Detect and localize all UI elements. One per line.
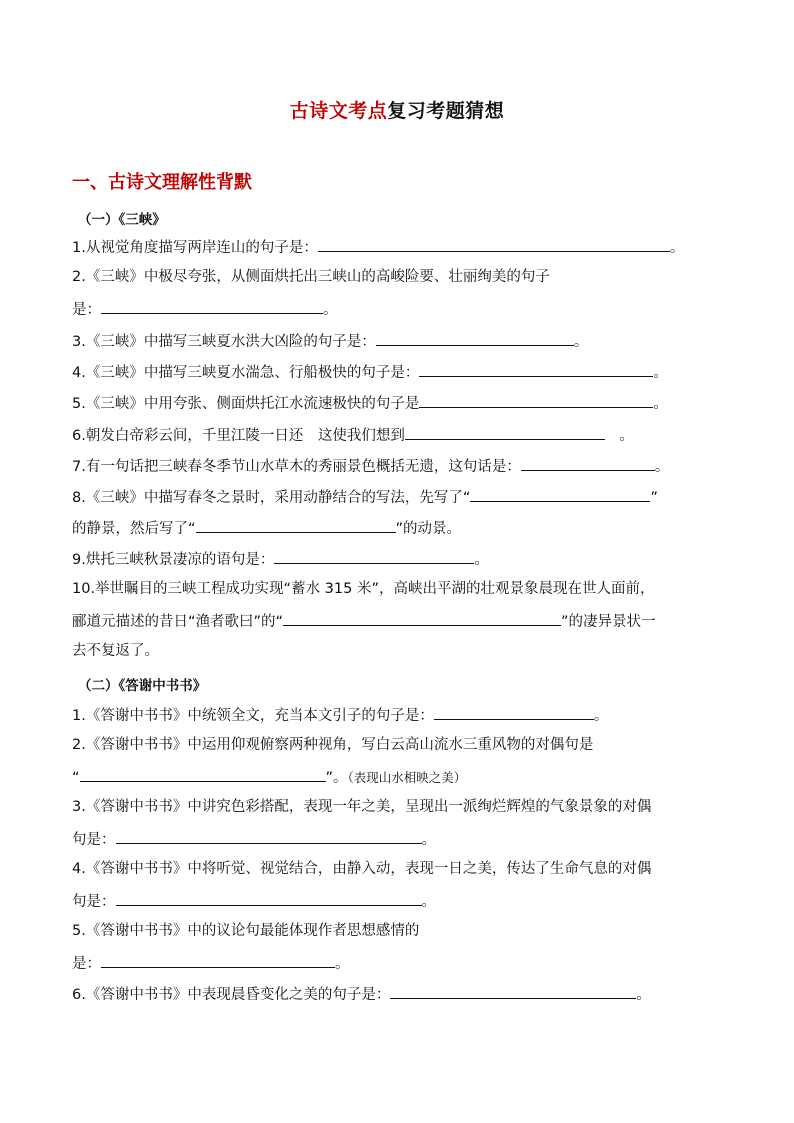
question-text: 郦道元描述的昔日“渔者歌曰”的“ — [72, 614, 284, 630]
question-end: 。 — [654, 459, 670, 475]
question-end: 。 — [421, 832, 436, 848]
question-sanxia-8-cont — [72, 517, 461, 539]
question-daxie-4-cont — [72, 890, 436, 912]
question-sanxia-2-cont — [72, 298, 338, 320]
question-end: 。 — [474, 552, 489, 568]
answer-blank[interactable] — [521, 455, 655, 471]
question-end: 。 — [669, 240, 685, 256]
question-daxie-5-cont — [72, 952, 350, 974]
question-daxie-1 — [72, 704, 608, 726]
answer-blank[interactable] — [470, 486, 650, 502]
question-text: 5.《答谢中书书》中的议论句最能体现作者思想感情的 — [72, 923, 420, 939]
question-end: ”的动景。 — [395, 521, 462, 537]
answer-blank[interactable] — [283, 610, 561, 626]
answer-blank[interactable] — [196, 517, 396, 533]
question-sanxia-4 — [72, 361, 668, 383]
question-text: 1.《答谢中书书》中统领全文，充当本文引子的句子是： — [72, 708, 434, 724]
question-text: 7.有一句话把三峡春冬季节山水草木的秀丽景色概括无遗，这句话是： — [72, 459, 521, 475]
title-highlight: 古诗文考点 — [289, 100, 388, 122]
question-sanxia-7 — [72, 455, 669, 477]
question-end: ”的凄异景状一 — [561, 614, 656, 630]
question-end: ”。 — [325, 770, 348, 786]
question-sanxia-5 — [72, 392, 668, 414]
question-text: 句是： — [72, 832, 116, 848]
question-daxie-4 — [72, 859, 651, 879]
question-end: ” — [650, 490, 658, 506]
question-text: 3.《三峡》中描写三峡夏水洪大凶险的句子是： — [72, 334, 376, 350]
answer-blank[interactable] — [116, 828, 422, 844]
question-text: 1.从视觉角度描写两岸连山的句子是： — [72, 240, 318, 256]
answer-blank[interactable] — [80, 766, 326, 782]
question-text: 2.《三峡》中极尽夸张，从侧面烘托出三峡山的高峻险要、壮丽绚美的句子 — [72, 269, 550, 285]
question-sanxia-6 — [72, 424, 634, 446]
question-daxie-3 — [72, 797, 651, 817]
question-text: 6.《答谢中书书》中表现晨昏变化之美的句子是： — [72, 987, 391, 1003]
question-text: 4.《三峡》中描写三峡夏水湍急、行船极快的句子是： — [72, 365, 420, 381]
question-text: 4.《答谢中书书》中将听觉、视觉结合，由静入动，表现一日之美，传达了生命气息的对偶 — [72, 861, 652, 877]
answer-blank[interactable] — [318, 236, 670, 252]
question-text: 是： — [72, 956, 101, 972]
question-note: （表现山水相映之美） — [347, 770, 467, 785]
question-sanxia-10-cont — [72, 610, 656, 632]
question-sanxia-10-cont2 — [72, 641, 159, 661]
answer-blank[interactable] — [419, 361, 653, 377]
answer-blank[interactable] — [390, 983, 636, 999]
question-end: 。 — [653, 365, 668, 381]
answer-blank[interactable] — [116, 890, 422, 906]
subsection-heading-daxie: （二）《答谢中书书》 — [78, 678, 207, 694]
question-sanxia-2 — [72, 267, 550, 287]
question-sanxia-8 — [72, 486, 658, 508]
question-daxie-5 — [72, 921, 419, 941]
question-sanxia-3 — [72, 330, 588, 352]
answer-blank[interactable] — [434, 704, 594, 720]
question-text: “ — [72, 770, 80, 786]
page-title — [0, 96, 794, 123]
question-end: 。 — [653, 396, 668, 412]
question-text: 8.《三峡》中描写春冬之景时，采用动静结合的写法，先写了“ — [72, 490, 471, 506]
question-text: 去不复返了。 — [72, 643, 159, 659]
answer-blank[interactable] — [101, 952, 335, 968]
question-end: 。 — [604, 428, 634, 444]
answer-blank[interactable] — [274, 548, 474, 564]
question-end: 。 — [335, 956, 350, 972]
question-sanxia-9 — [72, 548, 489, 570]
question-daxie-3-cont — [72, 828, 436, 850]
question-text: 3.《答谢中书书》中讲究色彩搭配，表现一年之美，呈现出一派绚烂辉煌的气象景象的对偶 — [72, 799, 652, 815]
question-daxie-2-cont — [72, 766, 466, 788]
section-heading-recitation: 一、古诗文理解性背默 — [72, 172, 252, 193]
question-end: 。 — [421, 894, 436, 910]
answer-blank[interactable] — [419, 392, 653, 408]
answer-blank[interactable] — [405, 424, 605, 440]
question-text: 10.举世瞩目的三峡工程成功实现“蓄水 315 米”，高峡出平湖的壮观景象晨现在世人面前， — [72, 581, 655, 597]
question-sanxia-10 — [72, 579, 654, 599]
question-text: 是： — [72, 302, 101, 318]
question-end: 。 — [573, 334, 589, 350]
question-end: 。 — [323, 302, 338, 318]
question-end: 。 — [593, 708, 609, 724]
question-daxie-2 — [72, 735, 593, 755]
question-end: 。 — [636, 987, 651, 1003]
question-text: 2.《答谢中书书》中运用仰观俯察两种视角，写白云高山流水三重风物的对偶句是 — [72, 737, 594, 753]
question-text: 5.《三峡》中用夸张、侧面烘托江水流速极快的句子是 — [72, 396, 420, 412]
answer-blank[interactable] — [101, 298, 323, 314]
question-text: 6.朝发白帝彩云间，千里江陵一日还 这使我们想到 — [72, 428, 405, 444]
question-text: 9.烘托三峡秋景凄凉的语句是： — [72, 552, 275, 568]
answer-blank[interactable] — [376, 330, 574, 346]
subsection-heading-sanxia: （一）《三峡》 — [78, 212, 166, 228]
question-sanxia-1 — [72, 236, 684, 258]
question-daxie-6 — [72, 983, 651, 1005]
question-text: 句是： — [72, 894, 116, 910]
title-rest: 复习考题猜想 — [387, 100, 505, 122]
question-text: 的静景，然后写了“ — [72, 521, 196, 537]
